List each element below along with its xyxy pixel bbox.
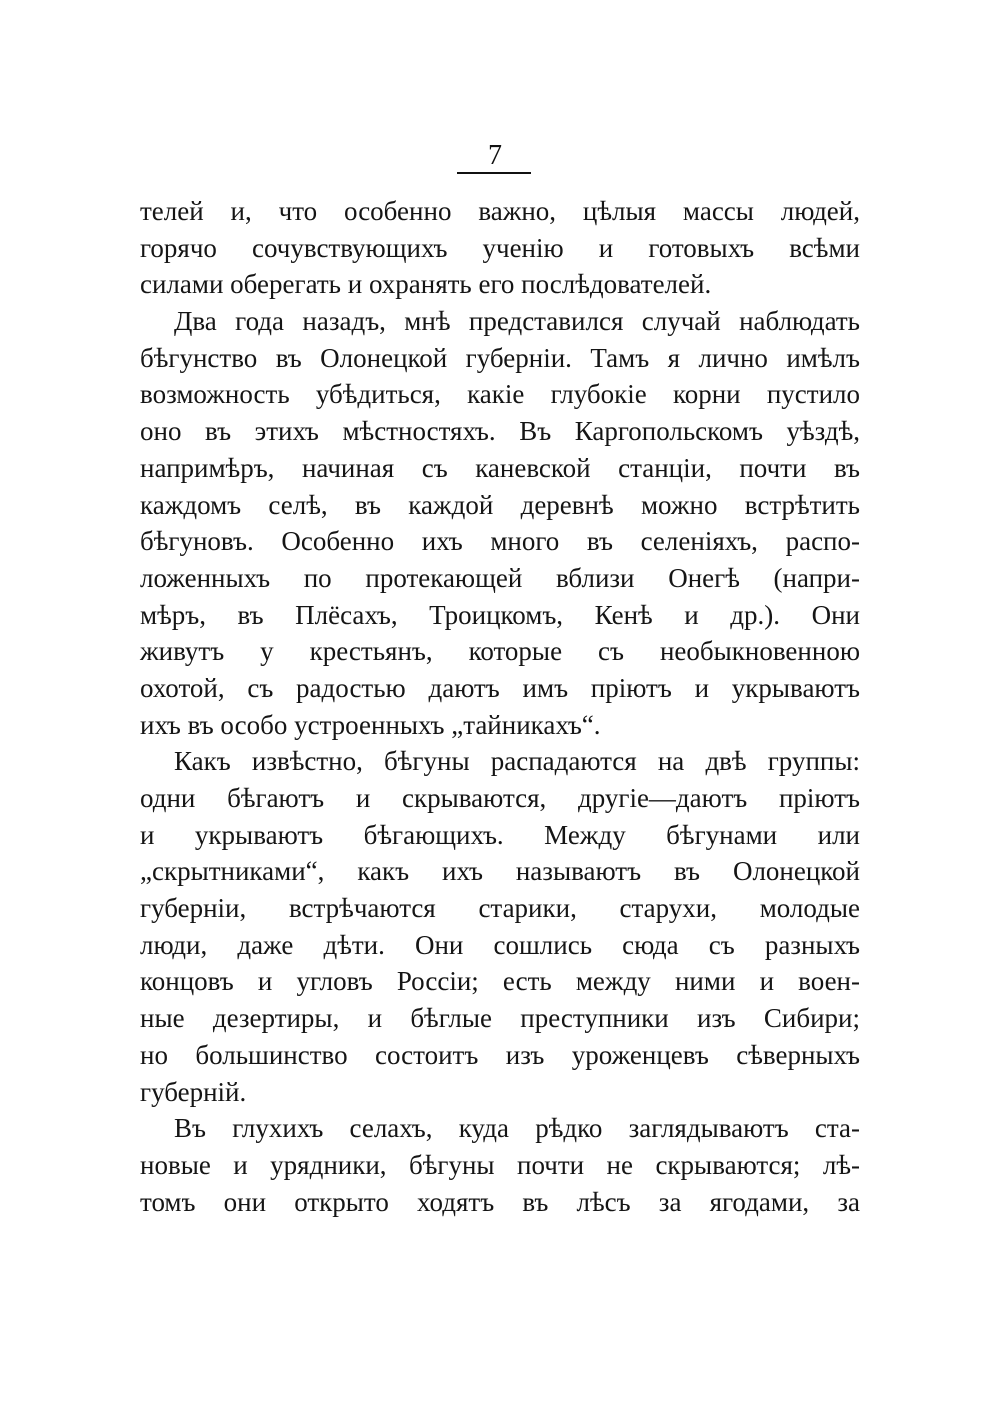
paragraph bbox=[140, 743, 860, 1110]
paragraph bbox=[140, 303, 860, 743]
text-line: но большинство состоитъ изъ уроженцевъ сѣверныхъ bbox=[140, 1039, 860, 1070]
text-line: одни бѣгаютъ и скрываются, другіе—даютъ пріютъ bbox=[140, 783, 860, 813]
text-line: возможность убѣдиться, какіе глубокіе корни пустило bbox=[140, 379, 860, 410]
text-line: Какъ извѣстно, бѣгуны распадаются на двѣ группы: bbox=[174, 746, 860, 777]
text-line: бѣгуновъ. Особенно ихъ много въ селеніяхъ, распо- bbox=[140, 526, 860, 557]
page-number-rule bbox=[457, 172, 531, 174]
text-line: ные дезертиры, и бѣглые преступники изъ Сибири; bbox=[140, 1003, 860, 1034]
text-line: напримѣръ, начиная съ каневской станціи, почти въ bbox=[140, 452, 860, 483]
text-line: Въ глухихъ селахъ, куда рѣдко заглядываютъ ста- bbox=[174, 1113, 860, 1144]
text-line: телей и, что особенно важно, цѣлыя массы людей, bbox=[140, 196, 860, 226]
text-line: губерніи, встрѣчаются старики, старухи, молодые bbox=[140, 893, 860, 924]
text-line: губерній. bbox=[140, 1076, 247, 1107]
text-line: Два года назадъ, мнѣ представился случай наблюдать bbox=[174, 306, 860, 337]
body-text bbox=[140, 193, 860, 1220]
text-line: бѣгунство въ Олонецкой губерніи. Тамъ я лично имѣлъ bbox=[140, 342, 860, 373]
page-number: 7 bbox=[488, 140, 502, 171]
text-line: силами оберегать и охранять его послѣдователей. bbox=[140, 269, 712, 300]
text-line: горячо сочувствующихъ ученію и готовыхъ всѣми bbox=[140, 232, 860, 263]
text-line: томъ они открыто ходятъ въ лѣсъ за ягодами, за bbox=[140, 1186, 860, 1217]
text-line: живутъ у крестьянъ, которые съ необыкновенною bbox=[140, 636, 860, 667]
text-line: ихъ въ особо устроенныхъ „тайникахъ“. bbox=[140, 709, 601, 740]
text-line: охотой, съ радостью даютъ имъ пріютъ и укрываютъ bbox=[140, 672, 860, 703]
text-line: мѣръ, въ Плёсахъ, Троицкомъ, Кенѣ и др.). Они bbox=[140, 599, 860, 630]
text-line: каждомъ селѣ, въ каждой деревнѣ можно встрѣтить bbox=[140, 489, 860, 520]
paragraph bbox=[140, 193, 860, 303]
text-line: концовъ и угловъ Россіи; есть между ними и воен- bbox=[140, 966, 860, 997]
text-line: ложенныхъ по протекающей вблизи Онегѣ (напри- bbox=[140, 562, 860, 593]
text-line: и укрываютъ бѣгающихъ. Между бѣгунами или bbox=[140, 819, 860, 850]
text-line: новые и урядники, бѣгуны почти не скрываются; лѣ- bbox=[140, 1149, 860, 1180]
text-line: оно въ этихъ мѣстностяхъ. Въ Каргопольскомъ уѣздѣ, bbox=[140, 416, 860, 447]
text-line: люди, даже дѣти. Они сошлись сюда съ разныхъ bbox=[140, 929, 860, 960]
text-line: „скрытниками“, какъ ихъ называютъ въ Олонецкой bbox=[140, 856, 860, 887]
paragraph bbox=[140, 1110, 860, 1220]
